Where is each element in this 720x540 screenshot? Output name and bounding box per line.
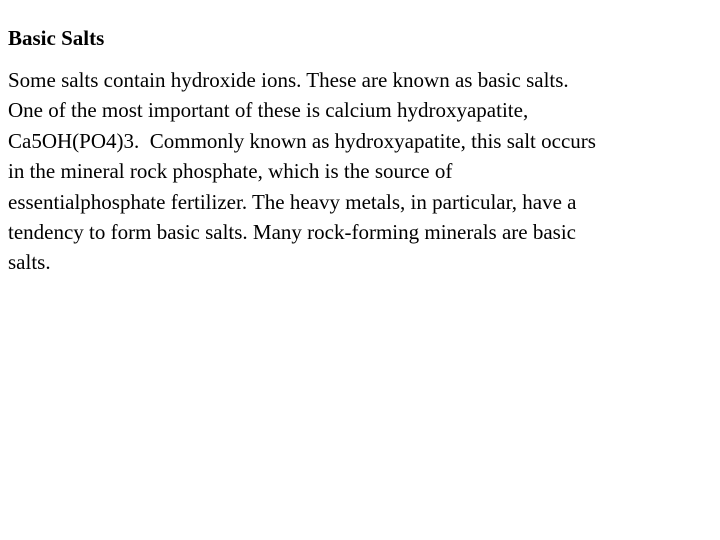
body-line: tendency to form basic salts. Many rock-forming minerals are basic (8, 220, 576, 245)
body-line: in the mineral rock phosphate, which is the source of (8, 159, 453, 184)
body-line: One of the most important of these is calcium hydroxyapatite, (8, 98, 529, 123)
body-line: Ca5OH(PO4)3. Commonly known as hydroxyapatite, this salt occurs (8, 128, 596, 153)
body-line: salts. (8, 250, 51, 275)
slide-title: Basic Salts (8, 26, 105, 50)
body-paragraph (8, 65, 708, 278)
body-line: Some salts contain hydroxide ions. These are known as basic salts. (8, 68, 569, 92)
body-line: essentialphosphate fertilizer. The heavy metals, in particular, have a (8, 189, 577, 214)
